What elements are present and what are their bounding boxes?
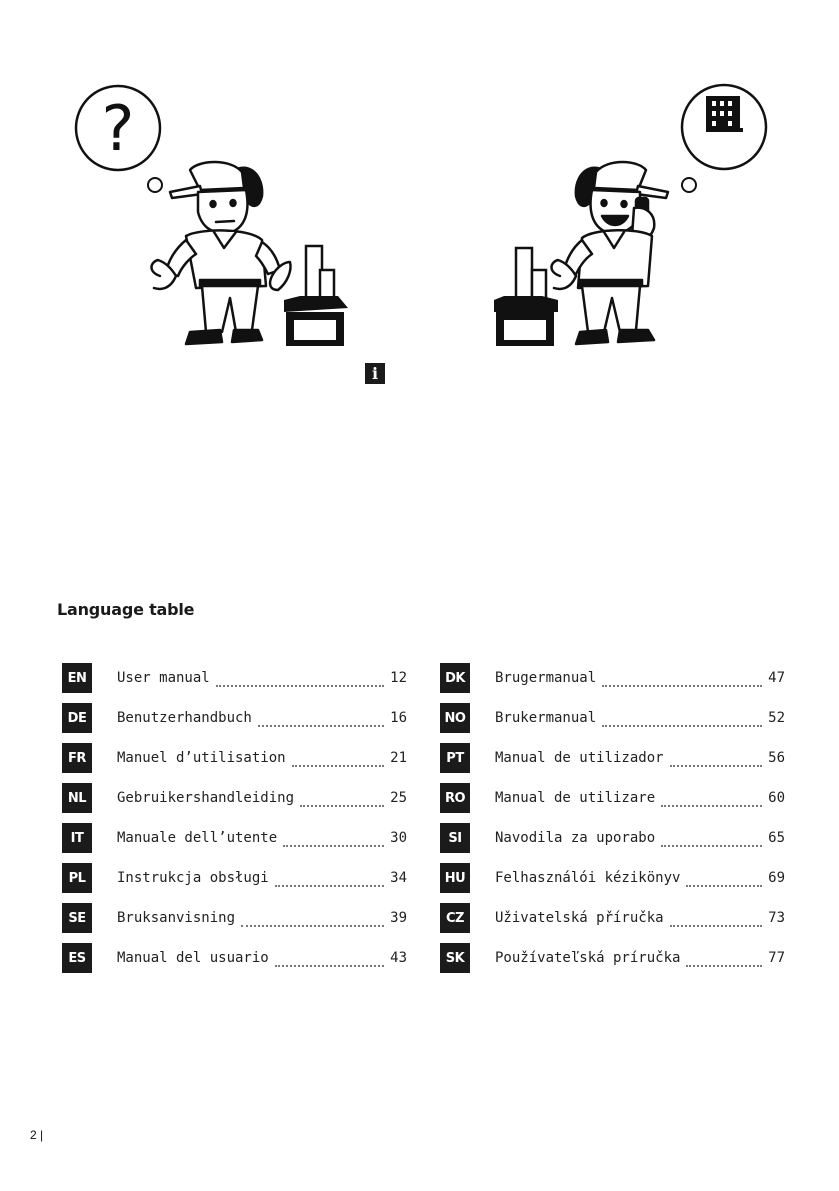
- dot-leader: [216, 671, 384, 687]
- dot-leader: [686, 951, 762, 967]
- language-code-badge: DK: [440, 663, 470, 693]
- page-reference: 30: [390, 830, 407, 846]
- page-number: 2 |: [30, 1128, 44, 1142]
- page-reference: 21: [390, 750, 407, 766]
- language-code-badge: HU: [440, 863, 470, 893]
- manual-title: Manual de utilizare: [495, 790, 656, 806]
- language-code-badge: NO: [440, 703, 470, 733]
- language-code-badge: FR: [62, 743, 92, 773]
- page-reference: 47: [768, 670, 785, 686]
- page-reference: 52: [768, 710, 785, 726]
- manual-title: Brukermanual: [495, 710, 597, 726]
- page-reference: 34: [390, 870, 407, 886]
- page-reference: 73: [768, 910, 785, 926]
- manual-title: Navodila za uporabo: [495, 830, 656, 846]
- language-code-badge: RO: [440, 783, 470, 813]
- language-code-badge: SE: [62, 903, 92, 933]
- dot-leader: [670, 911, 763, 927]
- language-entry[interactable]: [62, 858, 407, 898]
- manual-title: Felhasználói kézikönyv: [495, 870, 681, 886]
- manual-title: Používateľská príručka: [495, 950, 681, 966]
- language-code-badge: DE: [62, 703, 92, 733]
- language-code-badge: NL: [62, 783, 92, 813]
- language-entry[interactable]: [62, 738, 407, 778]
- language-code-badge: CZ: [440, 903, 470, 933]
- language-entry[interactable]: [440, 818, 785, 858]
- language-entry[interactable]: [62, 898, 407, 938]
- page-reference: 77: [768, 950, 785, 966]
- left-box-icon: [284, 246, 348, 346]
- page-reference: 56: [768, 750, 785, 766]
- page-reference: 60: [768, 790, 785, 806]
- language-entry[interactable]: [440, 898, 785, 938]
- manual-title: Manuel d’utilisation: [117, 750, 286, 766]
- right-person-figure: [552, 162, 669, 344]
- language-entry[interactable]: [62, 698, 407, 738]
- manual-title: Gebruikershandleiding: [117, 790, 295, 806]
- language-entry[interactable]: [440, 858, 785, 898]
- dot-leader: [602, 671, 762, 687]
- manual-title: Manuale dell’utente: [117, 830, 278, 846]
- language-list-right: [440, 658, 785, 978]
- manual-title: Benutzerhandbuch: [117, 710, 252, 726]
- language-list-left: [62, 658, 407, 978]
- dot-leader: [283, 831, 384, 847]
- language-code-badge: IT: [62, 823, 92, 853]
- language-code-badge: SI: [440, 823, 470, 853]
- language-code-badge: PL: [62, 863, 92, 893]
- dot-leader: [275, 951, 384, 967]
- dot-leader: [300, 791, 384, 807]
- dot-leader: [602, 711, 762, 727]
- language-entry[interactable]: [440, 698, 785, 738]
- language-entry[interactable]: [440, 938, 785, 978]
- support-illustration: [0, 0, 839, 400]
- page-reference: 16: [390, 710, 407, 726]
- manual-title: Brugermanual: [495, 670, 597, 686]
- manual-title: Manual del usuario: [117, 950, 269, 966]
- language-entry[interactable]: [440, 778, 785, 818]
- dot-leader: [292, 751, 385, 767]
- left-thought-bubble: [76, 86, 162, 192]
- language-entry[interactable]: [62, 938, 407, 978]
- dot-leader: [661, 791, 762, 807]
- manual-title: Uživatelská příručka: [495, 910, 664, 926]
- manual-title: Manual de utilizador: [495, 750, 664, 766]
- language-code-badge: ES: [62, 943, 92, 973]
- info-icon: i: [365, 363, 385, 384]
- manual-title: Instrukcja obsługi: [117, 870, 269, 886]
- left-person-figure: [152, 162, 291, 344]
- question-mark-glyph: ?: [101, 92, 135, 165]
- page-reference: 43: [390, 950, 407, 966]
- right-thought-bubble: [682, 85, 766, 192]
- language-code-badge: PT: [440, 743, 470, 773]
- language-entry[interactable]: [62, 778, 407, 818]
- manual-title: Bruksanvisning: [117, 910, 236, 926]
- manual-title: User manual: [117, 670, 210, 686]
- language-entry[interactable]: [62, 658, 407, 698]
- building-icon: [706, 96, 743, 132]
- language-entry[interactable]: [440, 658, 785, 698]
- dot-leader: [661, 831, 762, 847]
- dot-leader: [258, 711, 384, 727]
- dot-leader: [670, 751, 763, 767]
- right-box-icon: [494, 248, 558, 346]
- dot-leader: [241, 911, 384, 927]
- language-entry[interactable]: [62, 818, 407, 858]
- page-reference: 69: [768, 870, 785, 886]
- language-code-badge: EN: [62, 663, 92, 693]
- language-entry[interactable]: [440, 738, 785, 778]
- page-reference: 25: [390, 790, 407, 806]
- language-table-title: Language table: [57, 600, 195, 619]
- dot-leader: [275, 871, 384, 887]
- language-code-badge: SK: [440, 943, 470, 973]
- page-reference: 65: [768, 830, 785, 846]
- dot-leader: [686, 871, 762, 887]
- page-reference: 39: [390, 910, 407, 926]
- page-reference: 12: [390, 670, 407, 686]
